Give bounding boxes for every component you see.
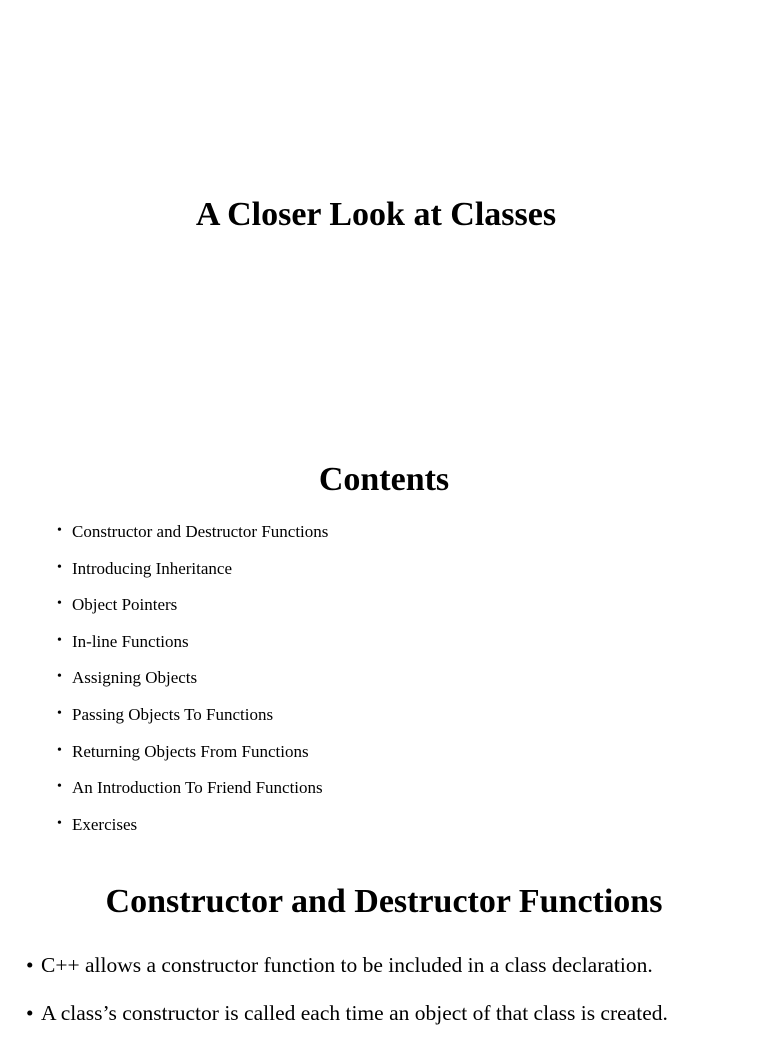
contents-item-friend-functions	[57, 776, 328, 813]
bullet-icon: •	[26, 1001, 34, 1025]
document-title: A Closer Look at Classes	[195, 196, 557, 233]
contents-item-label: Introducing Inheritance	[72, 558, 233, 578]
constructor-section	[0, 870, 768, 1024]
bullet-icon: •	[57, 705, 62, 721]
contents-slide	[0, 440, 768, 850]
bullet-icon: •	[57, 815, 62, 831]
contents-item-passing-objects	[57, 703, 328, 740]
section-bullet-text: C++ allows a constructor function to be included in a class declaration.	[41, 953, 653, 977]
section-heading: Constructor and Destructor Functions	[105, 883, 663, 920]
contents-item-label: Assigning Objects	[72, 668, 198, 688]
bullet-icon: •	[26, 953, 34, 977]
bullet-icon: •	[57, 742, 62, 758]
contents-item-exercises	[57, 813, 328, 850]
contents-item-label: An Introduction To Friend Functions	[72, 778, 323, 798]
contents-item-inheritance	[57, 557, 328, 594]
bullet-icon: •	[57, 669, 62, 685]
contents-item-assigning-objects	[57, 666, 328, 703]
contents-item-inline-functions	[57, 630, 328, 667]
bullet-icon: •	[57, 559, 62, 575]
section-bullet-item	[26, 998, 668, 1046]
section-bullet-text: A class’s constructor is called each time an object of that class is created.	[41, 1001, 668, 1025]
contents-item-label: Passing Objects To Functions	[72, 704, 274, 724]
section-bullet-list	[26, 950, 668, 1046]
contents-heading: Contents	[318, 461, 450, 498]
contents-item-label: In-line Functions	[72, 631, 189, 651]
bullet-icon: •	[57, 596, 62, 612]
contents-item-label: Returning Objects From Functions	[72, 741, 309, 761]
title-slide	[0, 0, 768, 420]
bullet-icon: •	[57, 779, 62, 795]
contents-item-object-pointers	[57, 593, 328, 630]
bullet-icon: •	[57, 523, 62, 538]
section-bullet-item	[26, 950, 668, 998]
contents-item-label: Exercises	[72, 814, 138, 834]
contents-item-returning-objects	[57, 740, 328, 777]
bullet-icon: •	[57, 632, 62, 648]
contents-item-label: Object Pointers	[72, 595, 178, 615]
contents-list	[57, 520, 328, 849]
contents-item-label: Constructor and Destructor Functions	[72, 522, 329, 541]
contents-item-constructor-destructor	[57, 520, 328, 557]
